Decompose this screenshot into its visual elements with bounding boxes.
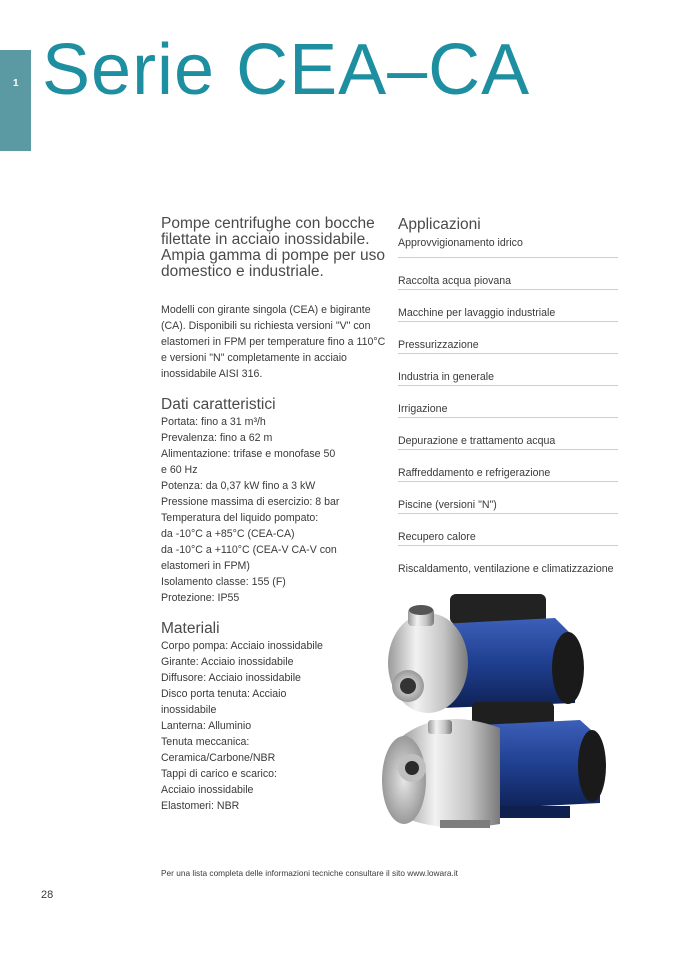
materiali-line: Diffusore: Acciaio inossidabile — [161, 672, 301, 684]
left-column — [161, 216, 386, 814]
dati-line: e 60 Hz — [161, 464, 198, 476]
section-number: 1 — [13, 78, 19, 89]
dati-line: Isolamento classe: 155 (F) — [161, 576, 286, 588]
dati-line: Temperatura del liquido pompato: — [161, 512, 319, 524]
list-item: Macchine per lavaggio industriale — [398, 290, 618, 322]
list-item: Riscaldamento, ventilazione e climatizzazione — [398, 563, 614, 575]
list-item: Approvvigionamento idrico — [398, 234, 618, 258]
list-item: Pressurizzazione — [398, 322, 618, 354]
applicazioni-list — [398, 234, 618, 578]
dati-line: da -10°C a +85°C (CEA-CA) — [161, 528, 295, 540]
front-pump — [382, 702, 606, 828]
dati-title: Dati caratteristici — [161, 396, 276, 413]
list-item: Raffreddamento e refrigerazione — [398, 450, 618, 482]
materiali-line: Tenuta meccanica: — [161, 736, 250, 748]
dati-line: elastomeri in FPM) — [161, 560, 250, 572]
list-item: Recupero calore — [398, 514, 618, 546]
materiali-list — [161, 638, 386, 814]
footer-note: Per una lista completa delle informazioni tecniche consultare il sito www.lowara.it — [161, 868, 458, 878]
page-title: Serie CEA–CA — [42, 30, 531, 110]
dati-list — [161, 414, 386, 606]
dati-line: Protezione: IP55 — [161, 592, 240, 604]
materiali-line: Girante: Acciaio inossidabile — [161, 656, 294, 668]
materiali-line: Elastomeri: NBR — [161, 800, 240, 812]
list-item: Raccolta acqua piovana — [398, 258, 618, 290]
back-pump — [388, 594, 584, 713]
list-item: Irrigazione — [398, 386, 618, 418]
materiali-line: Disco porta tenuta: Acciaio — [161, 688, 287, 700]
list-item: Industria in generale — [398, 354, 618, 386]
section-tab — [0, 50, 31, 151]
description-text: Modelli con girante singola (CEA) e bigirante (CA). Disponibili su richiesta versioni "V" con elastomeri in FPM per temperature fino a 110°C e versioni "N" completamente in acciaio inossidabile AISI 316. — [161, 304, 386, 380]
materiali-line: inossidabile — [161, 704, 217, 716]
dati-line: Pressione massima di esercizio: 8 bar — [161, 496, 340, 508]
dati-line: da -10°C a +110°C (CEA-V CA-V con — [161, 544, 337, 556]
right-column — [398, 216, 618, 578]
materiali-line: Corpo pompa: Acciaio inossidabile — [161, 640, 323, 652]
intro-text: Pompe centrifughe con bocche filettate in acciaio inossidabile. Ampia gamma di pompe per uso domestico e industriale. — [161, 215, 386, 280]
list-item: Depurazione e trattamento acqua — [398, 418, 618, 450]
applicazioni-title: Applicazioni — [398, 216, 481, 233]
dati-line: Prevalenza: fino a 62 m — [161, 432, 273, 444]
page-number: 28 — [41, 889, 54, 901]
materiali-line: Lanterna: Alluminio — [161, 720, 252, 732]
dati-line: Portata: fino a 31 m³/h — [161, 416, 266, 428]
materiali-line: Ceramica/Carbone/NBR — [161, 752, 276, 764]
materiali-line: Tappi di carico e scarico: — [161, 768, 277, 780]
materiali-line: Acciaio inossidabile — [161, 784, 254, 796]
list-item: Piscine (versioni "N") — [398, 482, 618, 514]
materiali-title: Materiali — [161, 620, 220, 637]
pump-product-image — [380, 588, 608, 838]
dati-line: Potenza: da 0,37 kW fino a 3 kW — [161, 480, 316, 492]
dati-line: Alimentazione: trifase e monofase 50 — [161, 448, 336, 460]
